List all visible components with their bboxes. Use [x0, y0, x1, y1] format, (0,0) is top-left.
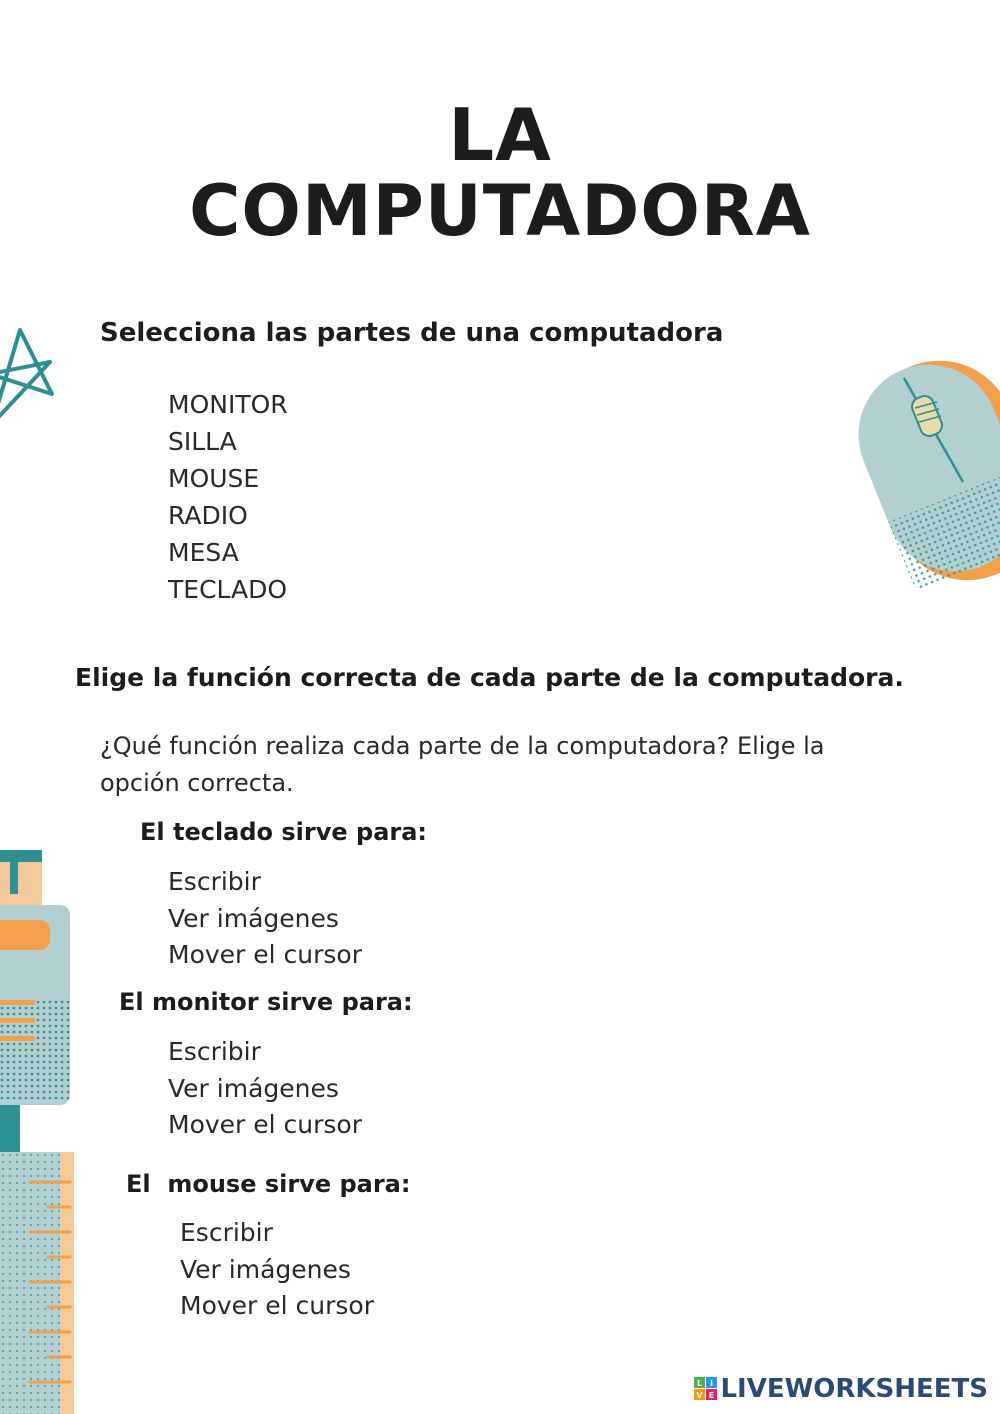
question3-options	[180, 1215, 374, 1325]
question3-prompt: El mouse sirve para:	[126, 1170, 411, 1198]
option-mouse[interactable]: MOUSE	[168, 464, 260, 493]
option-teclado[interactable]: TECLADO	[168, 575, 288, 604]
section2-instructions: ¿Qué función realiza cada parte de la computadora? Elige la opción correcta.	[100, 732, 825, 797]
q3-option-ver-imagenes[interactable]: Ver imágenes	[180, 1254, 351, 1284]
ethernet-cable-icon	[0, 850, 75, 1155]
liveworksheets-logo[interactable]	[694, 1374, 988, 1404]
option-silla[interactable]: SILLA	[168, 427, 237, 456]
logo-badge-icon	[694, 1377, 718, 1401]
question1-options	[168, 864, 362, 974]
page-title-line1: LA	[448, 93, 552, 177]
logo-badge-letter-v: V	[696, 1391, 704, 1400]
parts-option-list	[168, 386, 288, 608]
star-icon	[0, 322, 60, 437]
logo-badge-letter-l: L	[697, 1379, 703, 1388]
q3-option-escribir[interactable]: Escribir	[180, 1218, 273, 1247]
section2-heading: Elige la función correcta de cada parte de la computadora.	[75, 663, 904, 692]
ruler-icon	[0, 1152, 78, 1414]
logo-badge-letter-i: I	[710, 1379, 714, 1388]
logo-badge-letter-e: E	[709, 1391, 715, 1400]
q1-option-escribir[interactable]: Escribir	[168, 867, 261, 896]
q2-option-mover-cursor[interactable]: Mover el cursor	[168, 1110, 363, 1139]
question2-options	[168, 1034, 362, 1144]
q2-option-ver-imagenes[interactable]: Ver imágenes	[168, 1073, 339, 1103]
q1-option-ver-imagenes[interactable]: Ver imágenes	[168, 903, 339, 933]
question1-prompt: El teclado sirve para:	[140, 818, 428, 846]
logo-text: LIVEWORKSHEETS	[720, 1374, 988, 1404]
section1-heading: Selecciona las partes de una computadora	[100, 318, 724, 348]
question2-prompt: El monitor sirve para:	[119, 988, 413, 1016]
page-title-line2: COMPUTADORA	[189, 170, 811, 252]
q1-option-mover-cursor[interactable]: Mover el cursor	[168, 940, 363, 969]
option-monitor[interactable]: MONITOR	[168, 390, 288, 419]
mouse-icon	[858, 358, 1000, 588]
q2-option-escribir[interactable]: Escribir	[168, 1037, 261, 1066]
option-radio[interactable]: RADIO	[168, 501, 248, 530]
option-mesa[interactable]: MESA	[168, 538, 239, 567]
q3-option-mover-cursor[interactable]: Mover el cursor	[180, 1291, 375, 1320]
